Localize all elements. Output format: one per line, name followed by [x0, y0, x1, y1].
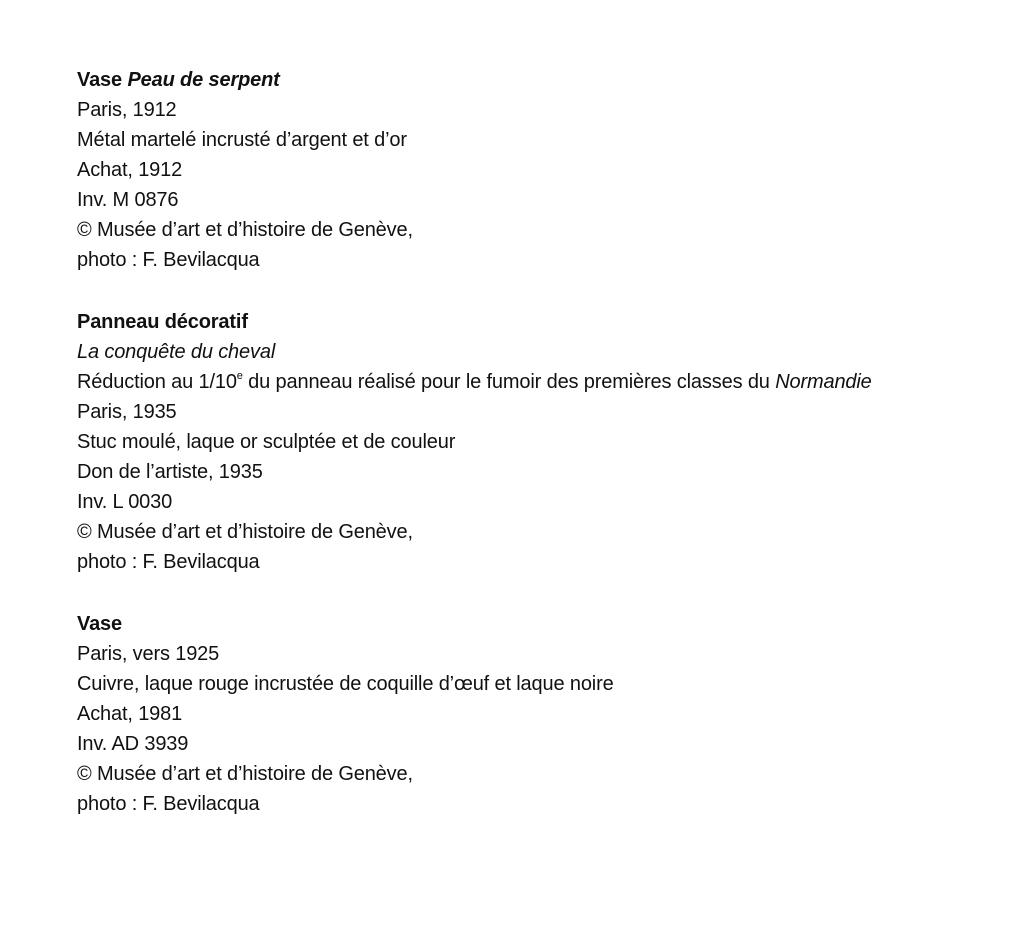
entry-place-date: Paris, 1935 — [77, 401, 177, 423]
entry-title — [77, 65, 1007, 95]
entry-copyright: © Musée d’art et d’histoire de Genève, — [77, 219, 413, 241]
entry-photo-credit: photo : F. Bevilacqua — [77, 249, 260, 271]
entry-copyright: © Musée d’art et d’histoire de Genève, — [77, 521, 413, 543]
entry-place-date: Paris, vers 1925 — [77, 643, 220, 665]
entry-reduction-note — [77, 367, 1007, 397]
caption-entry-vase-peau-de-serpent — [77, 65, 1007, 275]
caption-entry-vase — [77, 609, 1007, 819]
entry-title-italic: Peau de serpent — [127, 69, 280, 91]
reduction-prefix: Réduction au 1/10 — [77, 371, 237, 393]
entry-title: Panneau décoratif — [77, 311, 248, 333]
caption-entry-panneau-decoratif — [77, 307, 1007, 577]
entry-place-date: Paris, 1912 — [77, 99, 177, 121]
entry-acquisition: Achat, 1912 — [77, 159, 183, 181]
caption-document — [77, 65, 1007, 851]
entry-inventory: Inv. M 0876 — [77, 189, 179, 211]
entry-inventory: Inv. L 0030 — [77, 491, 173, 513]
reduction-ship-name: Normandie — [775, 371, 872, 393]
entry-title: Vase — [77, 613, 123, 635]
entry-photo-credit: photo : F. Bevilacqua — [77, 793, 260, 815]
reduction-superscript: e — [236, 370, 243, 382]
entry-inventory: Inv. AD 3939 — [77, 733, 189, 755]
entry-material: Cuivre, laque rouge incrustée de coquille d’œuf et laque noire — [77, 673, 614, 695]
entry-title-main: Vase — [77, 69, 123, 91]
entry-subtitle: La conquête du cheval — [77, 341, 276, 363]
entry-acquisition: Achat, 1981 — [77, 703, 183, 725]
entry-copyright: © Musée d’art et d’histoire de Genève, — [77, 763, 413, 785]
entry-material: Stuc moulé, laque or sculptée et de couleur — [77, 431, 456, 453]
entry-photo-credit: photo : F. Bevilacqua — [77, 551, 260, 573]
entry-material: Métal martelé incrusté d’argent et d’or — [77, 129, 407, 151]
reduction-middle: du panneau réalisé pour le fumoir des premières classes du — [242, 371, 776, 393]
entry-acquisition: Don de l’artiste, 1935 — [77, 461, 263, 483]
